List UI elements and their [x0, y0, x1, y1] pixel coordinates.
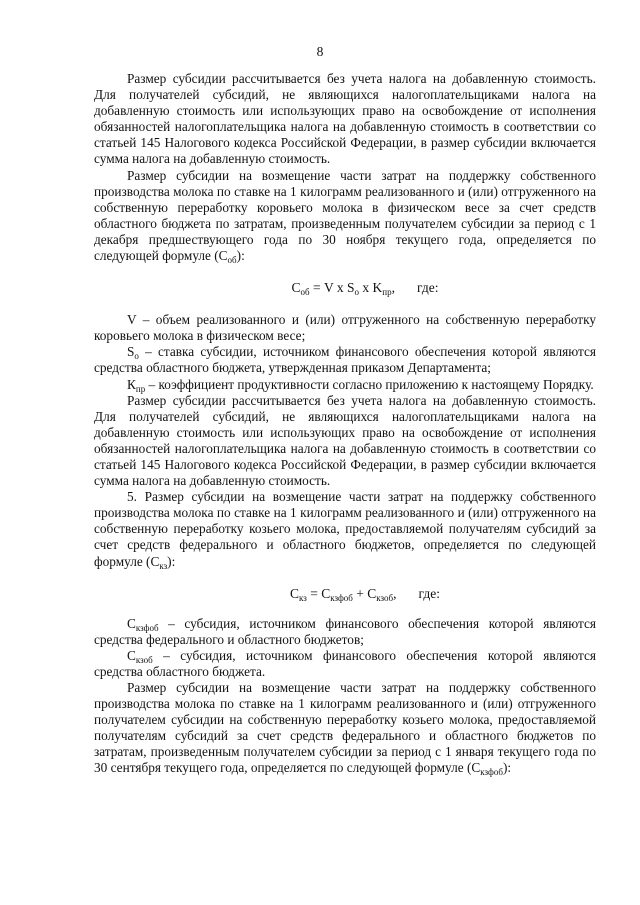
definition-text: – субсидия, источником финансового обеспечения которой являются средства областного бюджета. [94, 647, 596, 679]
definition-sub: кзфоб [135, 622, 159, 633]
formula-a-sub: кзфоб [330, 592, 353, 603]
page-number: 8 [316, 44, 324, 59]
definition-text: – субсидия, источником финансового обеспечения которой являются средства федерального и областного бюджетов; [94, 615, 596, 647]
definition-s [94, 344, 596, 376]
paragraph-end: ): [167, 553, 176, 569]
definition-ckzob [94, 648, 596, 680]
formula-eq: = V x S [309, 280, 355, 296]
paragraph-end: ): [502, 760, 512, 776]
formula-eq: = С [306, 585, 331, 601]
formula-cob [94, 280, 596, 296]
definition-sub: пр [135, 383, 146, 394]
definition-k [94, 377, 596, 393]
paragraph-text: Размер субсидии на возмещение части затрат на поддержку собственного производства молока по ставке на 1 килограмм реализованного и (или) отгруженного на собственную переработку коровьего молока в физическом весе за счет средств областного бюджета по затратам, произведенным получателем субсидии за период с 1 декабря предшествующего года по 30 ноября текущего года, определяется по следующей формуле (С [94, 167, 596, 264]
formula-lhs: С [291, 280, 301, 296]
paragraph-cow-milk-subsidy [94, 168, 596, 265]
definition-sub: о [134, 351, 139, 362]
formula-lhs-sub: кз [299, 592, 307, 603]
formula-lhs-sub: об [300, 287, 310, 298]
paragraph-end: ): [236, 248, 245, 264]
definition-symbol: С [127, 647, 136, 663]
paragraph-vat-note-1: Размер субсидии рассчитывается без учета налога на добавленную стоимость. Для получателей субсидий, не являющихся налогоплательщиками налога на добавленную стоимость или использующих право на освобождение от исполнения обязанностей налогоплательщика налога на добавленную стоимость в соответствии со статьей 145 Налогового кодекса Российской Федерации, в размер субсидии включается сумма налога на добавленную стоимость. [94, 71, 596, 167]
definition-text: – ставка субсидии, источником финансового обеспечения которой являются средства областного бюджета, утвержденная приказом Департамента; [94, 344, 596, 376]
definition-v: V – объем реализованного и (или) отгруженного на собственную переработку коровьего молока в физическом весе; [94, 312, 596, 344]
formula-b-sub: кзоб [376, 592, 394, 603]
formula-s-sub: о [354, 287, 360, 298]
formula-plus: + С [352, 585, 377, 601]
paragraph-vat-note-2: Размер субсидии рассчитывается без учета налога на добавленную стоимость. Для получателей субсидий, не являющихся налогоплательщиками налога на добавленную стоимость или использующих право на освобождение от исполнения обязанностей налогоплательщика налога на добавленную стоимость в соответствии со статьей 145 Налогового кодекса Российской Федерации, в размер субсидии включается сумма налога на добавленную стоимость. [94, 392, 596, 489]
formula-end: , [393, 585, 397, 601]
subscript: кзфоб [480, 767, 503, 778]
paragraph-goat-milk-subsidy [94, 489, 596, 569]
formula-where: где: [416, 280, 439, 296]
definition-symbol: С [127, 615, 136, 631]
definition-symbol: К [127, 376, 136, 392]
subscript: об [227, 255, 237, 266]
paragraph-text: Размер субсидии на возмещение части затрат на поддержку собственного производства молока по ставке на 1 килограмм реализованного и (или) отгруженного получателем субсидии на собственную переработку козьего молока, предоставляемой получателям субсидий за счет средств федерального и областного бюджетов по затратам, произведенным получателем субсидии за период с 1 января текущего года по 30 сентября текущего года, определяется по следующей формуле (С [94, 680, 596, 776]
formula-k-sub: пр [382, 287, 392, 298]
definition-ckzfob [94, 616, 596, 648]
formula-lhs: С [290, 585, 300, 601]
formula-ckz [94, 586, 596, 602]
paragraph-goat-milk-subsidy-fob [94, 680, 596, 777]
subscript: кз [159, 560, 168, 571]
document-body [94, 71, 596, 777]
definition-sub: кзоб [135, 654, 153, 665]
formula-mid: x K [359, 280, 383, 296]
definition-symbol: S [127, 344, 135, 360]
paragraph-text: 5. Размер субсидии на возмещение части затрат на поддержку собственного производства молока по ставке на 1 килограмм реализованного и (или) отгруженного на собственную переработку козьего молока, предоставляемой получателям субсидий за счет средств федерального и областного бюджетов, определяется по следующей формуле (С [94, 489, 596, 569]
formula-end: , [391, 280, 395, 296]
formula-where: где: [418, 585, 440, 601]
definition-text: – коэффициент продуктивности согласно приложению к настоящему Порядку. [145, 376, 594, 392]
